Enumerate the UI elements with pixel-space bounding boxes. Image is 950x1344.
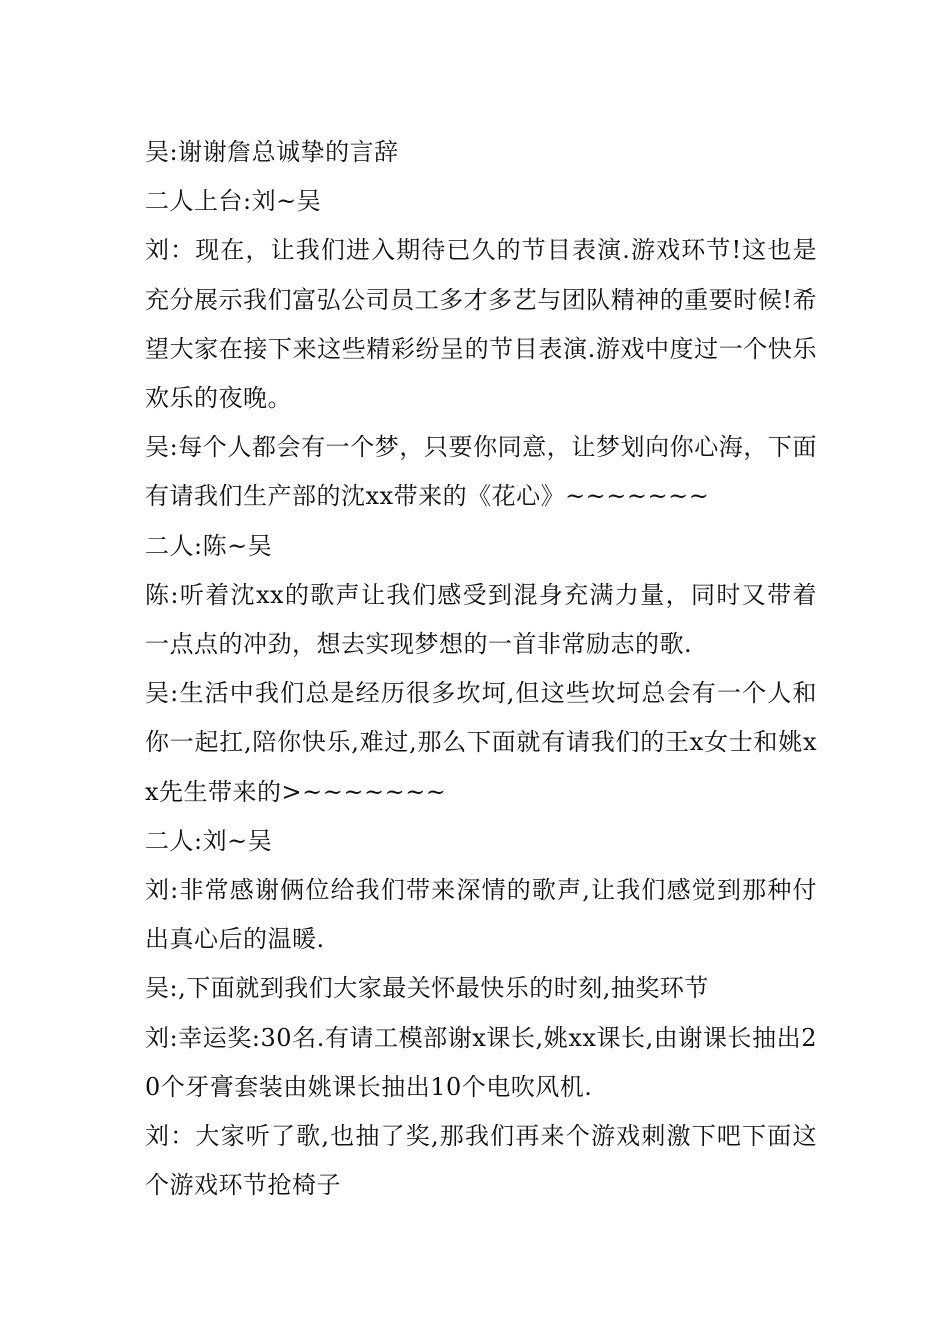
paragraph-12: 刘：大家听了歌,也抽了奖,那我们再来个游戏刺激下吧下面这个游戏环节抢椅子 [145,1122,817,1200]
paragraph-8: 二人:刘~吴 [145,826,273,855]
paragraph-6: 陈:听着沈xx的歌声让我们感受到混身充满力量，同时又带着一点点的冲劲，想去实现梦想的一首非常励志的歌. [145,580,817,659]
paragraph-3: 刘：现在，让我们进入期待已久的节目表演.游戏环节!这也是充分展示我们富弘公司员工多才多艺与团队精神的重要时候!希望大家在接下来这些精彩纷呈的节目表演.游戏中度过一个快乐欢乐的夜晚。 [145,236,817,413]
paragraph-1: 吴:谢谢詹总诚挚的言辞 [145,138,399,166]
paragraph-10: 吴:,下面就到我们大家最关怀最快乐的时刻,抽奖环节 [145,974,709,1003]
paragraph-4: 吴:每个人都会有一个梦，只要你同意，让梦划向你心海，下面有请我们生产部的沈xx带来的《花心》~~~~~~~ [145,433,817,511]
paragraph-2: 二人上台:刘~吴 [145,187,322,216]
paragraph-5: 二人:陈~吴 [145,531,273,560]
script-text [145,128,817,1210]
paragraph-11: 刘:幸运奖:30名.有请工模部谢x课长,姚xx课长,由谢课长抽出20个牙膏套装由姚课长抽出10个电吹风机. [145,1023,817,1101]
paragraph-7: 吴:生活中我们总是经历很多坎坷,但这些坎坷总会有一个人和你一起扛,陪你快乐,难过,那么下面就有请我们的王x女士和姚xx先生带来的>~~~~~~~ [145,679,817,806]
paragraph-9: 刘:非常感谢俩位给我们带来深情的歌声,让我们感觉到那种付出真心后的温暖. [145,876,817,954]
